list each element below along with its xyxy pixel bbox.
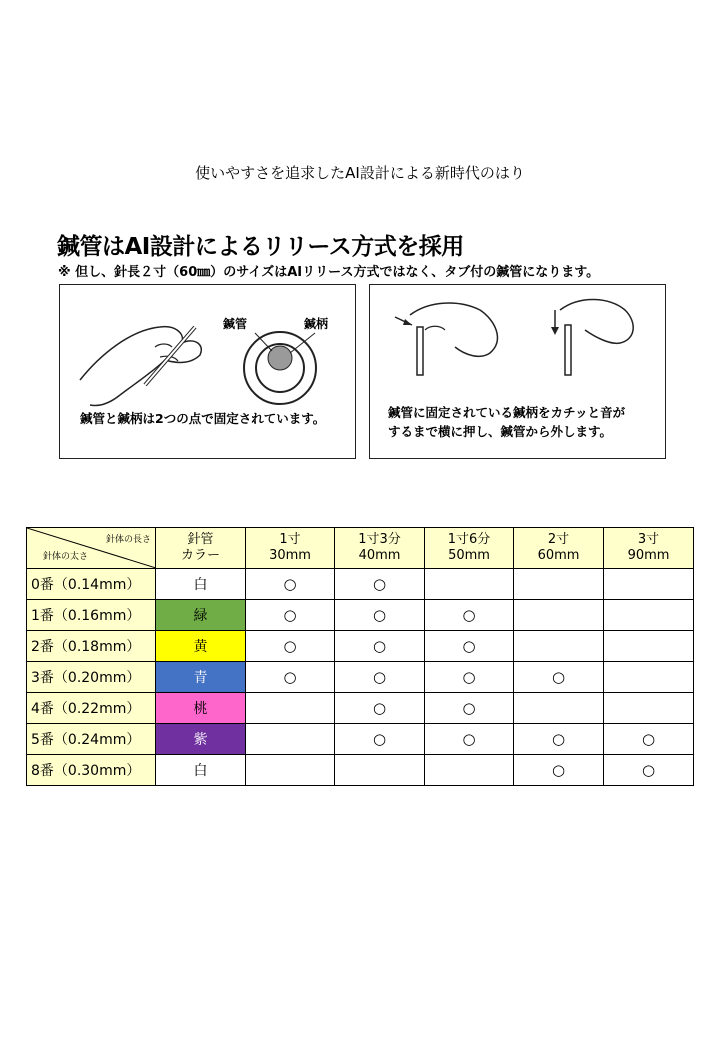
table-row (27, 724, 694, 755)
availability-cell (425, 724, 514, 755)
tube-color-cell: 桃 (156, 693, 246, 724)
availability-cell (514, 693, 604, 724)
length-header-line1: 3寸 (637, 532, 660, 547)
available-mark: ○ (283, 668, 297, 686)
available-mark: ○ (641, 730, 656, 748)
illustration-panel-fixed (59, 284, 356, 459)
tube-label: 鍼管 (223, 317, 248, 331)
tube-color-cell: 紫 (156, 724, 246, 755)
corner-header-cell (27, 528, 156, 569)
handle-label: 鍼柄 (304, 317, 329, 331)
page-subtitle: 使いやすさを追求したAI設計による新時代のはり (195, 164, 525, 182)
gauge-cell: 2番（0.18mm） (27, 631, 156, 662)
table-header-row (27, 528, 694, 569)
gauge-cell: 3番（0.20mm） (27, 662, 156, 693)
color-column-header (156, 528, 246, 569)
table-row (27, 755, 694, 786)
color-header-line1: 針管 (187, 532, 214, 547)
available-mark: ○ (372, 637, 387, 655)
gauge-cell: 4番（0.22mm） (27, 693, 156, 724)
availability-cell (246, 755, 335, 786)
table-row (27, 600, 694, 631)
available-mark: ○ (283, 637, 297, 655)
length-header-line1: 1寸 (279, 532, 301, 547)
available-mark: ○ (462, 637, 476, 655)
gauge-cell: 1番（0.16mm） (27, 600, 156, 631)
length-header-line1: 1寸3分 (358, 532, 401, 547)
tube-color-cell: 緑 (156, 600, 246, 631)
available-mark: ○ (462, 668, 476, 686)
table-row (27, 693, 694, 724)
tube-color-cell: 青 (156, 662, 246, 693)
length-header-cell (335, 528, 425, 569)
availability-cell (604, 755, 694, 786)
availability-cell (425, 755, 514, 786)
length-header-line2: 60mm (537, 548, 580, 563)
availability-cell (246, 662, 335, 693)
hand-holding-needle-illustration (60, 285, 357, 460)
available-mark: ○ (641, 761, 656, 779)
tube-color-cell: 白 (156, 755, 246, 786)
tube-color-cell: 白 (156, 569, 246, 600)
availability-cell (514, 724, 604, 755)
gauge-cell: 5番（0.24mm） (27, 724, 156, 755)
length-header-line1: 1寸6分 (447, 532, 491, 547)
availability-cell (335, 662, 425, 693)
length-header-line2: 90mm (627, 548, 670, 563)
availability-cell (514, 755, 604, 786)
availability-cell (514, 569, 604, 600)
length-header-line2: 50mm (448, 548, 490, 563)
table-row (27, 569, 694, 600)
available-mark: ○ (462, 699, 476, 717)
availability-cell (514, 662, 604, 693)
availability-cell (604, 600, 694, 631)
availability-cell (425, 693, 514, 724)
availability-cell (425, 569, 514, 600)
gauge-cell: 0番（0.14mm） (27, 569, 156, 600)
available-mark: ○ (551, 730, 566, 748)
panel-right-caption-line2: するまで横に押し、鍼管から外します。 (388, 424, 613, 439)
available-mark: ○ (372, 668, 387, 686)
availability-cell (246, 724, 335, 755)
available-mark: ○ (372, 606, 387, 624)
available-mark: ○ (551, 761, 566, 779)
illustration-panel-release (369, 284, 666, 459)
available-mark: ○ (462, 606, 476, 624)
length-header-line1: 2寸 (547, 532, 570, 547)
color-header-line2: カラー (180, 548, 220, 563)
table-row (27, 662, 694, 693)
available-mark: ○ (372, 699, 387, 717)
table-row (27, 631, 694, 662)
length-header-cell (604, 528, 694, 569)
availability-cell (335, 631, 425, 662)
size-note: ※ 但し、針長２寸（60㎜）のサイズはAIリリース方式ではなく、タブ付の鍼管になります。 (58, 265, 600, 280)
availability-cell (425, 662, 514, 693)
availability-cell (246, 693, 335, 724)
availability-cell (604, 724, 694, 755)
panel-right-caption-line1: 鍼管に固定されている鍼柄をカチッと音が (388, 405, 626, 420)
availability-cell (425, 631, 514, 662)
availability-cell (604, 662, 694, 693)
availability-cell (514, 631, 604, 662)
available-mark: ○ (283, 606, 297, 624)
availability-cell (335, 693, 425, 724)
length-axis-label: 針体の長さ (105, 535, 151, 545)
length-header-line2: 30mm (269, 548, 311, 563)
available-mark: ○ (462, 730, 476, 748)
availability-cell (604, 631, 694, 662)
available-mark: ○ (551, 668, 566, 686)
length-header-cell (514, 528, 604, 569)
available-mark: ○ (283, 575, 297, 593)
availability-cell (246, 569, 335, 600)
availability-cell (514, 600, 604, 631)
thickness-axis-label: 針体の太さ (43, 552, 89, 562)
availability-cell (335, 724, 425, 755)
needle-spec-table (26, 527, 694, 786)
availability-cell (604, 569, 694, 600)
availability-cell (335, 600, 425, 631)
availability-cell (335, 755, 425, 786)
length-header-line2: 40mm (358, 548, 401, 563)
length-header-cell (246, 528, 335, 569)
availability-cell (246, 631, 335, 662)
gauge-cell: 8番（0.30mm） (27, 755, 156, 786)
tube-color-cell: 黄 (156, 631, 246, 662)
panel-left-caption: 鍼管と鍼柄は2つの点で固定されています。 (80, 411, 326, 426)
section-heading: 鍼管はAI設計によるリリース方式を採用 (57, 234, 464, 260)
availability-cell (604, 693, 694, 724)
length-header-cell (425, 528, 514, 569)
availability-cell (246, 600, 335, 631)
availability-cell (425, 600, 514, 631)
available-mark: ○ (372, 575, 387, 593)
available-mark: ○ (372, 730, 387, 748)
availability-cell (335, 569, 425, 600)
